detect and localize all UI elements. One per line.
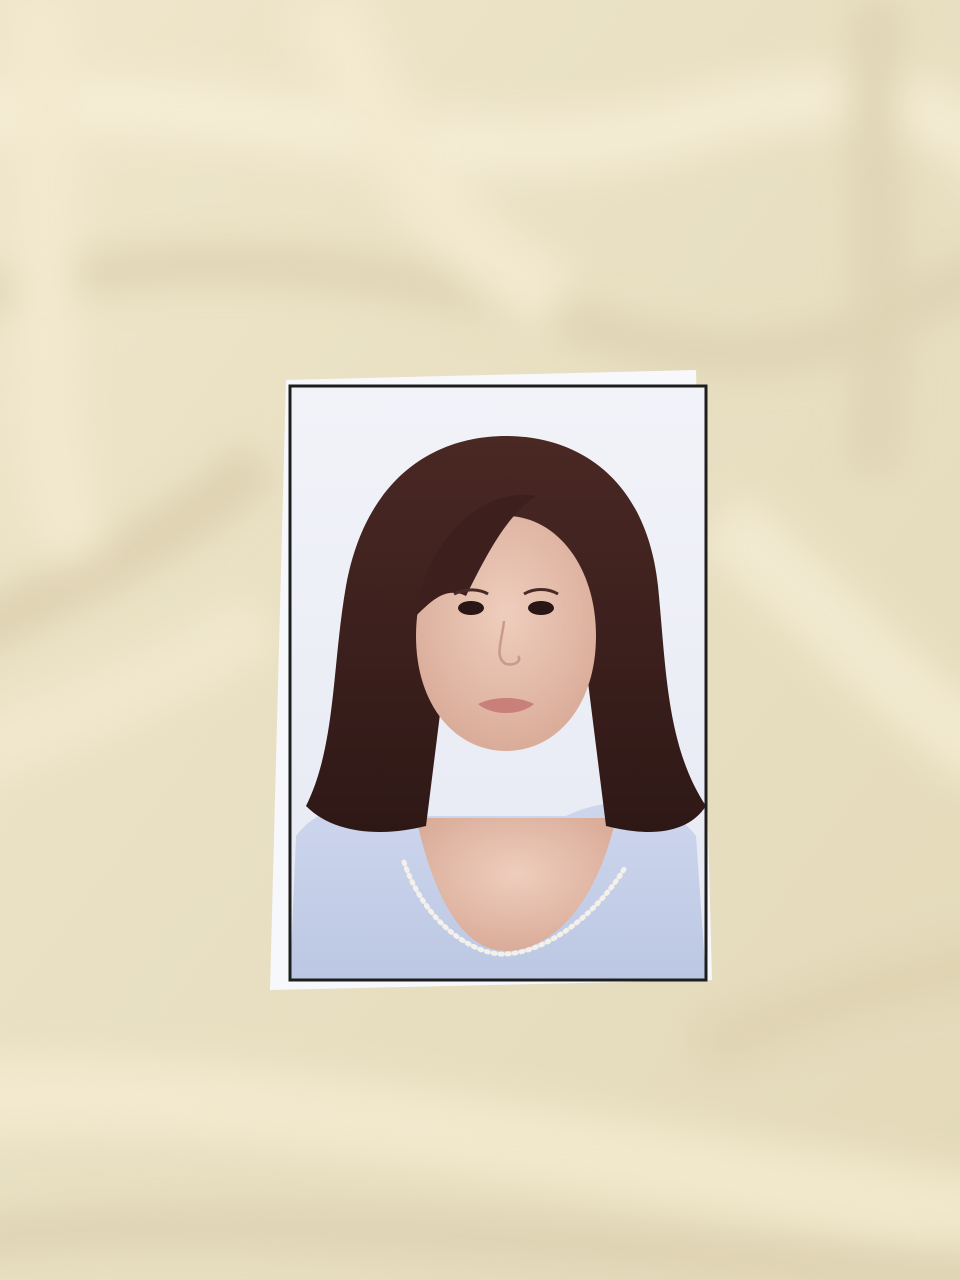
right-eye xyxy=(528,601,554,615)
portrait-photo-print xyxy=(266,366,712,994)
portrait-photo-icon xyxy=(266,366,712,994)
left-eye xyxy=(458,601,484,615)
